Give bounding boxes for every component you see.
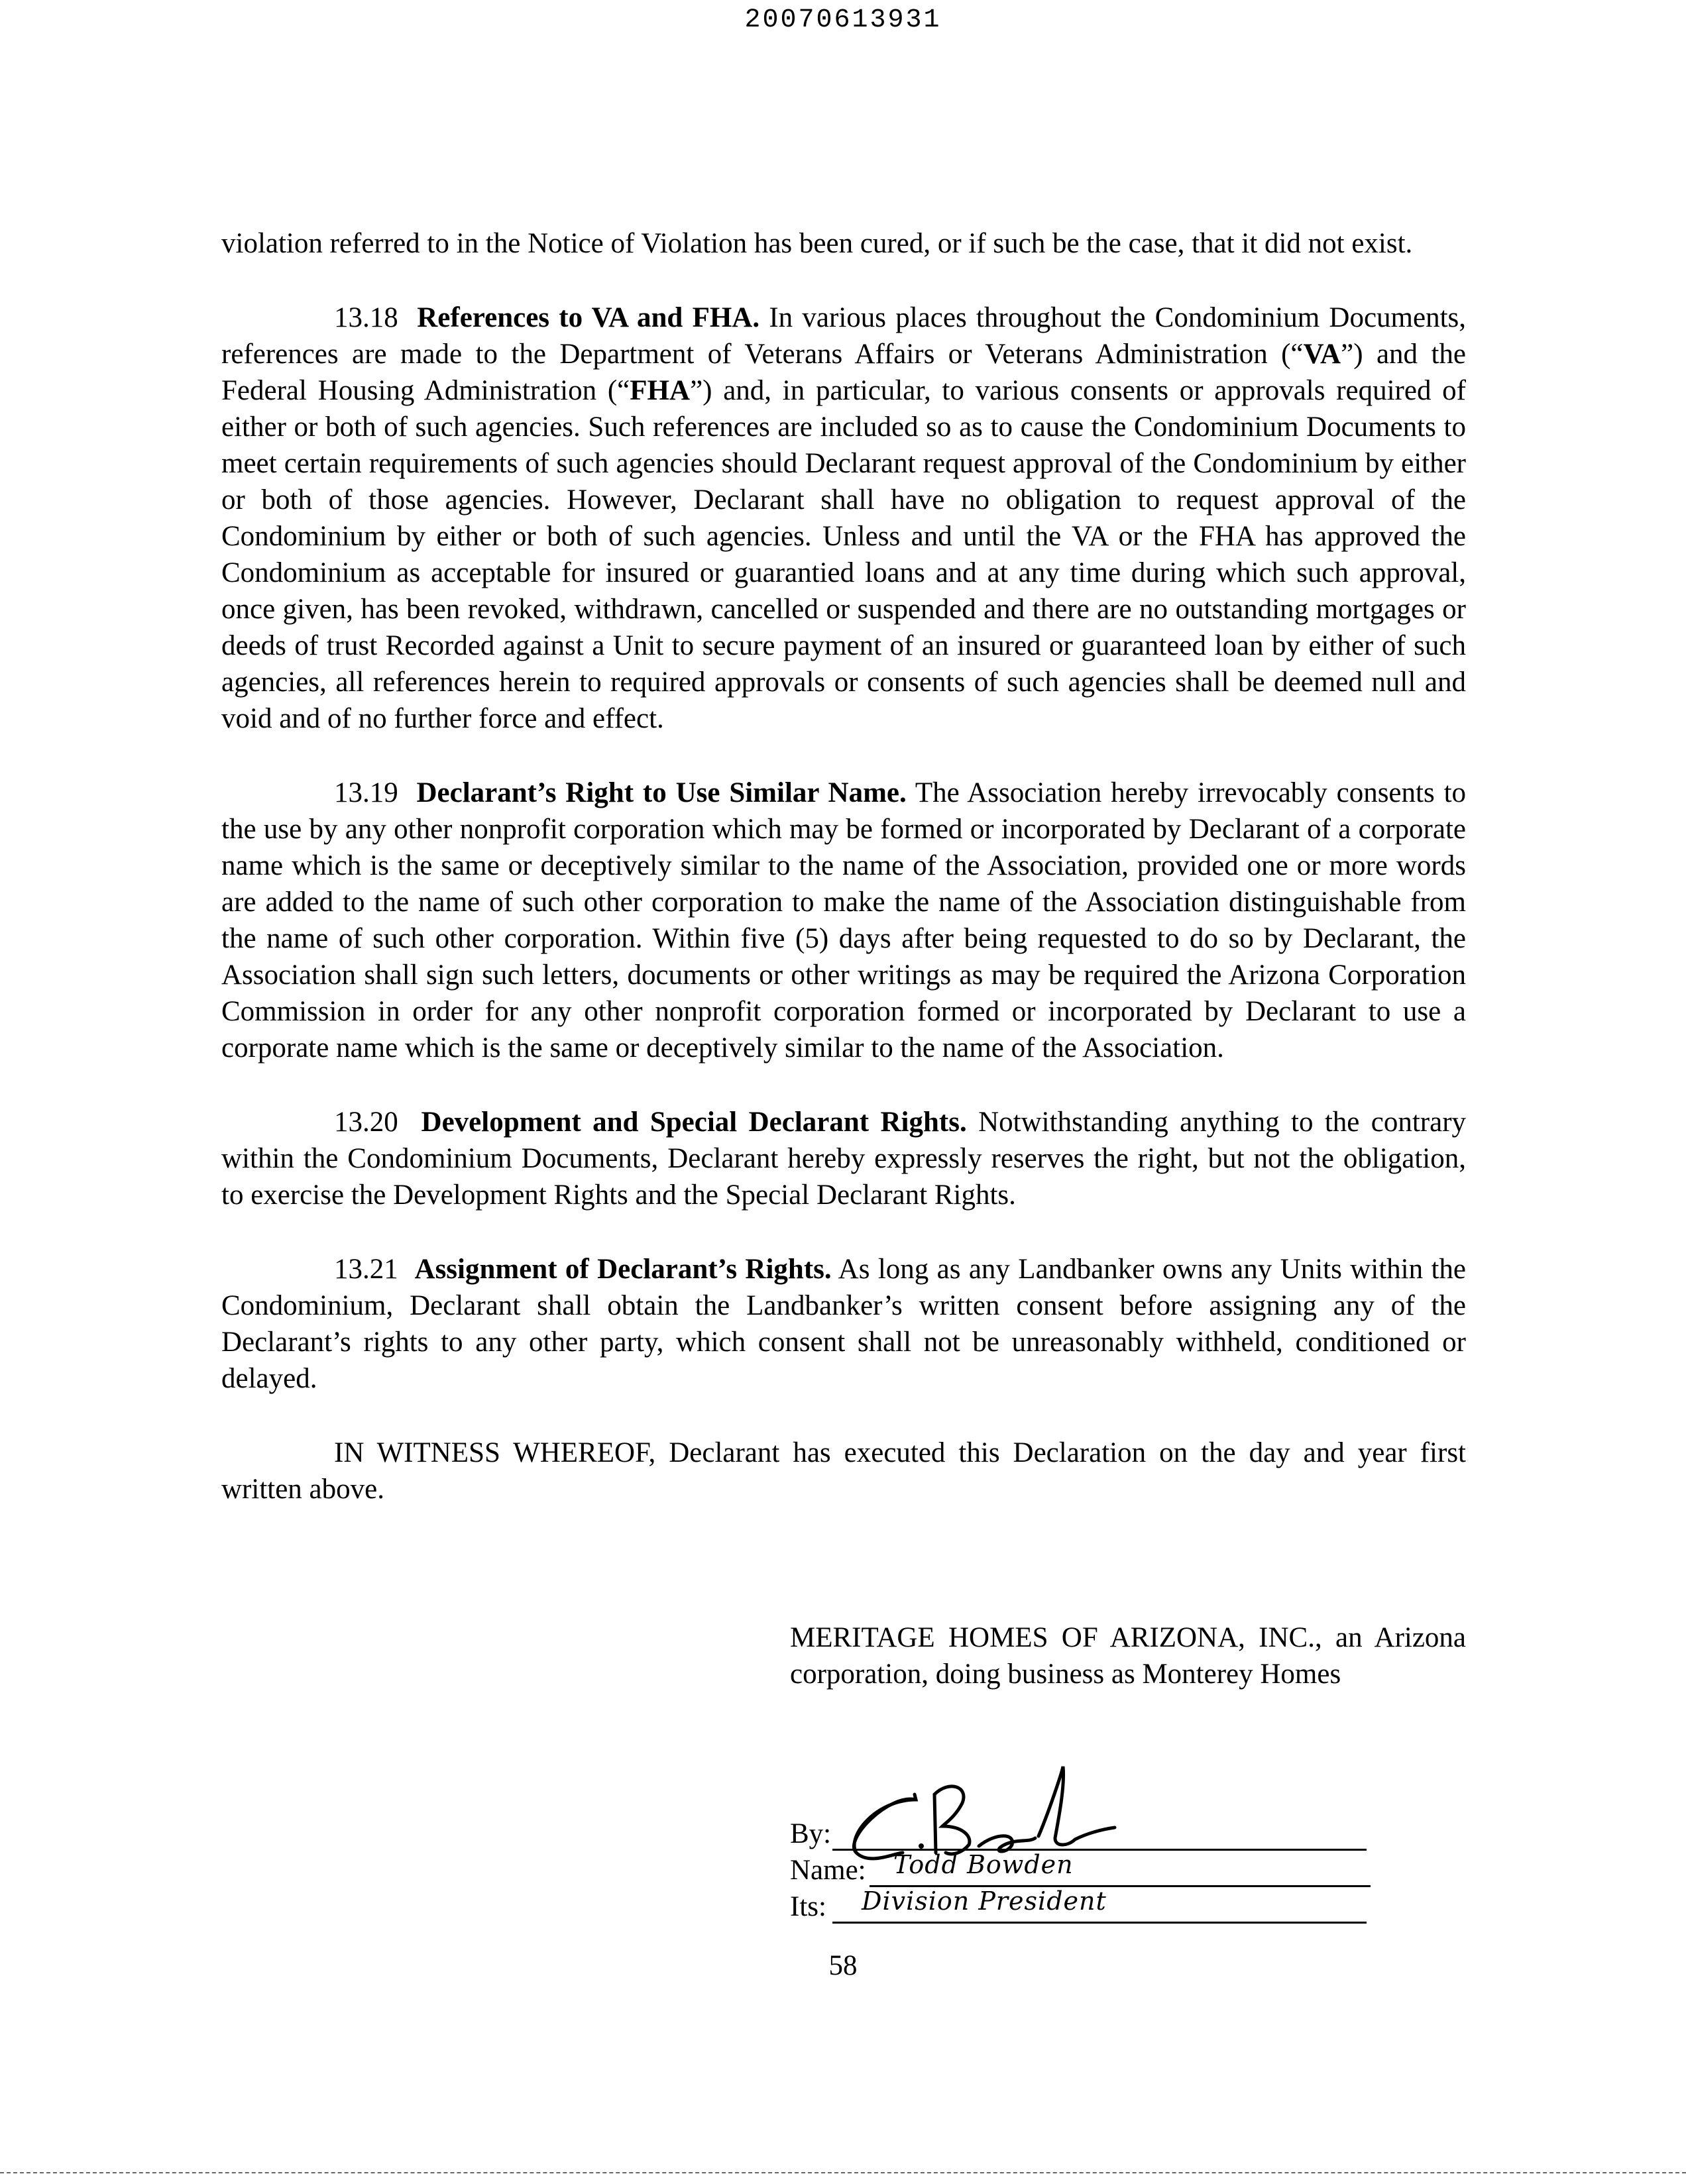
scan-edge-rule bbox=[0, 2172, 1686, 2173]
document-number: 20070613931 bbox=[744, 5, 942, 35]
its-line bbox=[790, 1886, 1367, 1928]
signature-image bbox=[836, 1753, 1128, 1886]
section-number: 13.18 bbox=[334, 302, 398, 333]
section-text: The Association hereby irrevocably consents to the use by any other nonprofit corporation which may be formed or incorporated by Declarant of a corporate name which is the same or deceptively similar to the name of the Association, provided one or more words are added to the name of such other corporation to make the name of the Association distinguishable from the name of such other corporation. Within five (5) days after being requested to do so by Declarant, the Association shall sign such letters, documents or other writings as may be required the Arizona Corporation Commission in order for any other nonprofit corporation formed or incorporated by Declarant to use a corporate name which is the same or deceptively similar to the name of the Association. bbox=[221, 777, 1467, 1064]
continuation-paragraph: violation referred to in the Notice of Violation has been cured, or if such be the case, that it did not exist. bbox=[221, 228, 1413, 259]
section-13-19 bbox=[221, 775, 1466, 1066]
name-label: Name: bbox=[790, 1855, 866, 1886]
section-text: As long as any Landbanker owns any Units within the Condominium, Declarant shall obtain the Landbanker’s written consent before assigning any of the Declarant’s rights to any other party, which consent shall not be unreasonably withheld, conditioned or delayed. bbox=[221, 1254, 1467, 1394]
section-title: References to VA and FHA. bbox=[417, 302, 760, 333]
by-label: By: bbox=[790, 1818, 832, 1849]
its-label: Its: bbox=[790, 1891, 826, 1922]
witness-clause: IN WITNESS WHEREOF, Declarant has executed this Declaration on the day and year first written above. bbox=[221, 1437, 1466, 1505]
section-13-21 bbox=[221, 1251, 1466, 1397]
section-title: Declarant’s Right to Use Similar Name. bbox=[416, 777, 907, 808]
section-number: 13.19 bbox=[334, 777, 398, 808]
company-name: MERITAGE HOMES OF ARIZONA, INC., an Arizona corporation, doing business as Monterey Homes bbox=[790, 1622, 1466, 1690]
section-number: 13.21 bbox=[334, 1254, 398, 1285]
handwritten-name: Todd Bowden bbox=[893, 1850, 1074, 1879]
section-number: 13.20 bbox=[334, 1107, 398, 1138]
section-13-18 bbox=[221, 300, 1466, 737]
page-number: 58 bbox=[828, 1950, 858, 1981]
section-text: ”) and, in particular, to various consents or approvals required of either or both of such agencies. Such references are included so as to cause the Condominium Documents to meet certain requirements of such agencies should Declarant request approval of the Condominium by either or both of those agencies. However, Declarant shall have no obligation to request approval of the Condominium by either or both of such agencies. Unless and until the VA or the FHA has approved the Condominium as acceptable for insured or guarantied loans and at any time during which such approval, once given, has been revoked, withdrawn, cancelled or suspended and there are no outstanding mortgages or deeds of trust Recorded against a Unit to secure payment of an insured or guaranteed loan by either of such agencies, all references herein to required approvals or consents of such agencies shall be deemed null and void and of no further force and effect. bbox=[221, 375, 1467, 734]
its-rule bbox=[832, 1922, 1367, 1924]
section-text: ”) and the Federal Housing Administration (“ bbox=[221, 339, 1466, 406]
fha-abbrev: FHA bbox=[630, 375, 691, 406]
va-abbrev: VA bbox=[1303, 339, 1341, 370]
handwritten-title: Division President bbox=[862, 1886, 1107, 1916]
section-text: In various places throughout the Condominium Documents, references are made to the Department of Veterans Affairs or Veterans Administration (“ bbox=[221, 302, 1466, 370]
section-title: Development and Special Declarant Rights. bbox=[421, 1107, 967, 1138]
section-title: Assignment of Declarant’s Rights. bbox=[414, 1254, 832, 1285]
section-13-20 bbox=[221, 1104, 1466, 1213]
page-body bbox=[221, 225, 1466, 1545]
section-text: Notwithstanding anything to the contrary within the Condominium Documents, Declarant hereby expressly reserves the right, but not the obligation, to exercise the Development Rights and the Special Declarant Rights. bbox=[221, 1107, 1467, 1211]
